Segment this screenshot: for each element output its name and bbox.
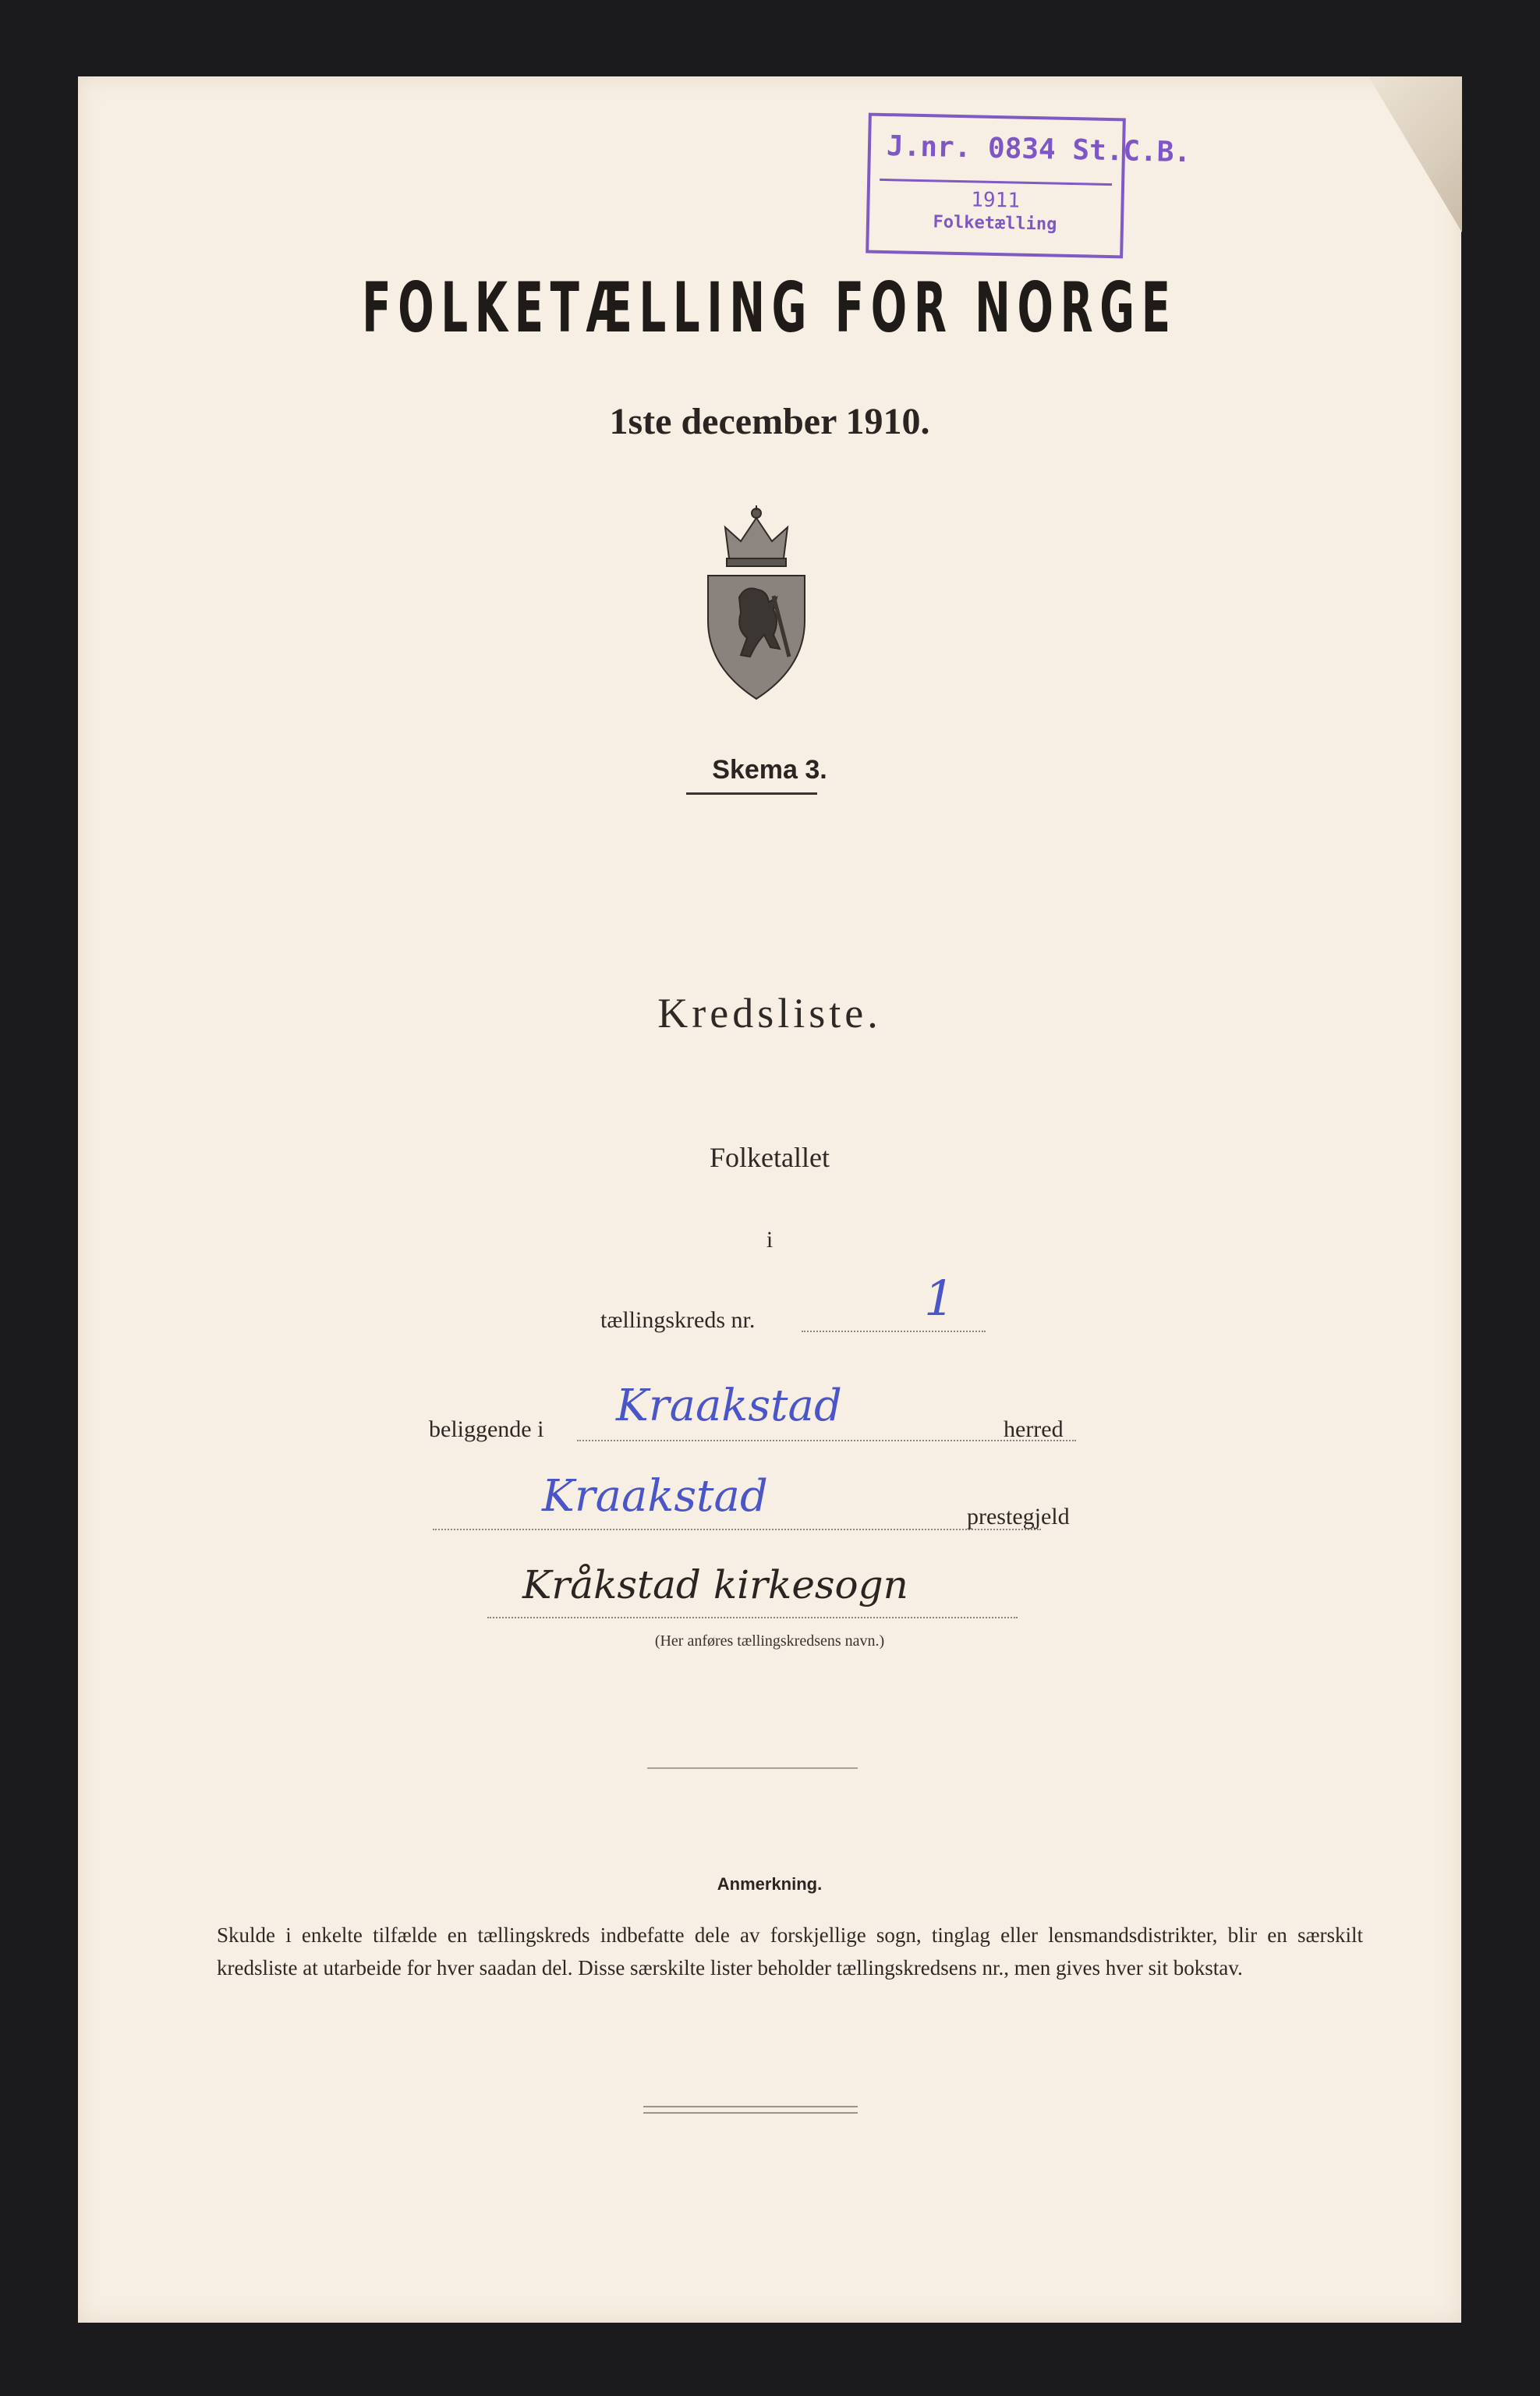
census-date: 1ste december 1910. xyxy=(609,401,930,442)
herred-value[interactable]: Kraakstad xyxy=(616,1381,842,1431)
herred-label: herred xyxy=(1004,1416,1064,1442)
kreds-name-line xyxy=(487,1617,1018,1618)
kreds-name-value[interactable]: Kråkstad kirkesogn xyxy=(522,1562,908,1607)
stamp-year: 1911 xyxy=(970,188,1021,213)
schema-underline xyxy=(686,792,817,795)
stamp-department: Folketælling xyxy=(933,212,1057,235)
kreds-name-caption: (Her anføres tællingskredsens navn.) xyxy=(654,1632,885,1650)
section-divider xyxy=(647,1767,858,1769)
kreds-number-line xyxy=(802,1331,986,1332)
prestegjeld-label: prestegjeld xyxy=(967,1504,1070,1529)
located-in-label: beliggende i xyxy=(429,1416,544,1442)
archive-stamp xyxy=(866,113,1191,259)
footer-double-rule xyxy=(643,2106,858,2114)
population-label: Folketallet xyxy=(710,1142,830,1173)
schema-number: Skema 3. xyxy=(712,755,827,785)
form-title: FOLKETÆLLING FOR NORGE xyxy=(362,268,1177,348)
prestegjeld-line xyxy=(433,1529,1041,1530)
kreds-number-label: tællingskreds nr. xyxy=(600,1307,756,1333)
remarks-body: Skulde i enkelte tilfælde en tællingskreds indbefatte dele av forskjellige sogn, tinglag eller lensmandsdistrikter, blir en særskilt kredsliste at utarbeide for hver saadan del. Disse særskilte lister beholder tællingskredsens nr., men gives hver sit bokstav. xyxy=(217,1923,1363,1980)
preposition-i: i xyxy=(766,1227,774,1253)
remarks-title: Anmerkning. xyxy=(717,1874,823,1894)
census-form-sheet xyxy=(78,76,1461,2323)
prestegjeld-value[interactable]: Kraakstad xyxy=(542,1471,768,1522)
stamp-journal-number: J.nr. 0834 St.C.B. xyxy=(886,130,1191,169)
form-heading: Kredsliste. xyxy=(657,990,882,1037)
remarks-text xyxy=(217,1919,1363,1984)
stamp-divider xyxy=(880,179,1112,186)
norwegian-coat-of-arms-icon xyxy=(702,504,811,703)
kreds-number-value[interactable]: 1 xyxy=(924,1270,955,1327)
herred-line xyxy=(577,1440,1076,1441)
